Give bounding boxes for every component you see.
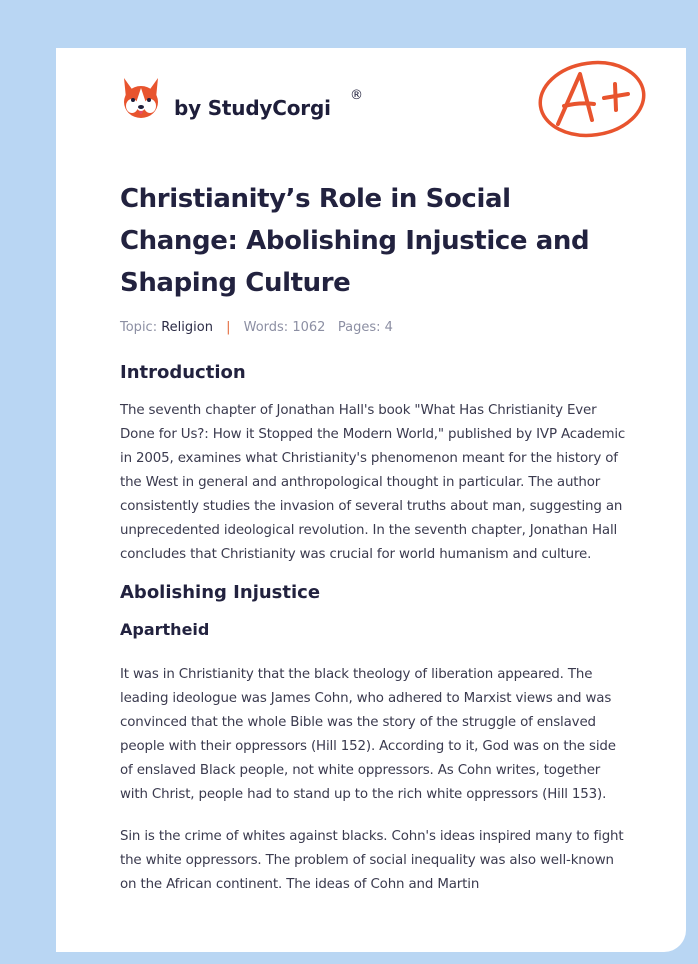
subsection-heading-apartheid: Apartheid <box>120 620 210 639</box>
meta-separator: | <box>226 320 231 335</box>
document-page <box>56 48 686 952</box>
apartheid-paragraph-2: Sin is the crime of whites against blacks. Cohn's ideas inspired many to fight the white oppressors. The problem of social inequality was also well-known on the African continent. The ideas of Cohn and Martin <box>120 829 624 892</box>
pages-label: Pages: <box>337 320 381 335</box>
article-title: Christianity’s Role in Social Change: Abolishing Injustice and Shaping Culture <box>120 184 590 298</box>
apartheid-paragraph-1: It was in Christianity that the black theology of liberation appeared. The leading ideologue was James Cohn, who adhered to Marxist views and was convinced that the whole Bible was the story of the struggle of enslaved people with their oppressors (Hill 152). According to it, God was on the side of enslaved Black people, not white oppressors. As Cohn writes, together with Christ, people had to stand up to the rich white oppressors (Hill 153). <box>120 667 616 802</box>
registered-mark: ® <box>350 88 363 103</box>
corgi-icon <box>120 76 162 122</box>
topic-link[interactable]: Religion <box>161 320 213 335</box>
brand-name: by StudyCorgi <box>174 96 331 120</box>
words-count: 1062 <box>292 320 326 335</box>
pages-count: 4 <box>384 320 393 335</box>
grade-a-plus-icon <box>536 58 648 140</box>
intro-paragraph: The seventh chapter of Jonathan Hall's book "What Has Christianity Ever Done for Us?: How it Stopped the Modern World," published by IVP Academic in 2005, examines what Christianity's phenomenon meant for the history of the West in general and anthropological thought in particular. The author consistently studies the invasion of several truths about man, suggesting an unprecedented ideological revolution. In the seventh chapter, Jonathan Hall concludes that Christianity was crucial for world humanism and culture. <box>120 403 626 562</box>
article-meta <box>120 320 630 335</box>
section-heading-introduction: Introduction <box>120 362 246 383</box>
article-content <box>120 178 630 897</box>
words-label: Words: <box>243 320 289 335</box>
topic-label: Topic: <box>120 320 158 335</box>
section-heading-abolishing-injustice: Abolishing Injustice <box>120 582 321 603</box>
